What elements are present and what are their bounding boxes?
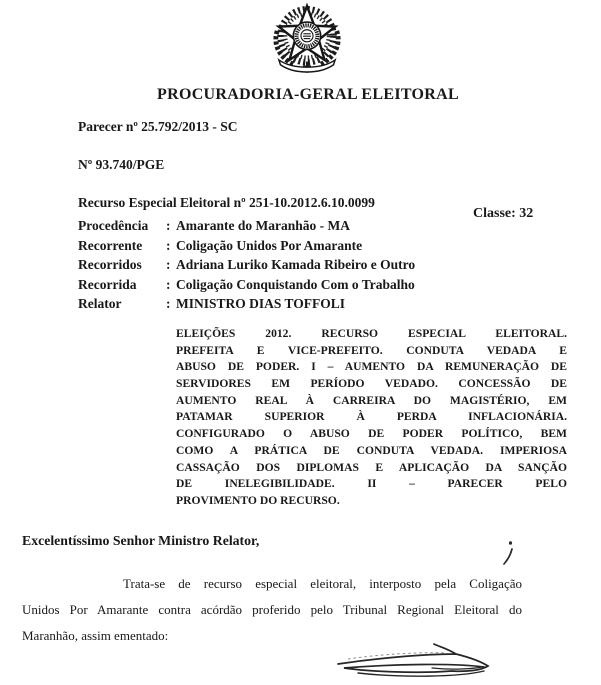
table-row (78, 236, 498, 256)
handwritten-tick-icon (500, 540, 518, 566)
body-line: Unidos Por Amarante contra acórdão proferido pelo Tribunal Regional Eleitoral do (22, 602, 522, 617)
parties-table (78, 216, 498, 314)
colon-separator: : (166, 218, 171, 233)
page-title: PROCURADORIA-GERAL ELEITORAL (157, 86, 459, 103)
ementa-line: CASSAÇÃO DOS DIPLOMAS E APLICAÇÃO DA SANÇÃO (176, 460, 567, 474)
ementa-line: PROVIMENTO DO RECURSO. (176, 493, 340, 507)
ementa-line: COMO A PRÁTICA DE CONDUTA VEDADA. IMPERIOSA (176, 443, 567, 457)
party-label: Recorrente (78, 237, 143, 253)
case-class: Classe: 32 (473, 206, 534, 221)
ementa-line: SERVIDORES EM PERÍODO VEDADO. CONCESSÃO DE (176, 377, 567, 391)
table-row (78, 275, 498, 295)
ementa-line: AUMENTO REAL À CARREIRA DO MAGISTÉRIO, EM (176, 393, 567, 407)
colon-separator: : (166, 257, 171, 273)
party-label: Relator (78, 296, 122, 312)
party-value: Coligação Unidos Por Amarante (176, 237, 363, 253)
ementa-line: ABUSO DE PODER. I – AUMENTO DA REMUNERAÇÃO DE (176, 360, 567, 374)
colon-separator: : (166, 237, 171, 253)
colon-separator: : (166, 276, 171, 292)
ementa-line: PATAMAR SUPERIOR À PERDA INFLACIONÁRIA. (176, 410, 567, 424)
table-row (78, 294, 498, 314)
party-value: Coligação Conquistando Com o Trabalho (176, 276, 415, 292)
ementa-line: CONFIGURADO O ABUSO DE PODER POLÍTICO, BEM (176, 427, 567, 441)
ementa-line: PREFEITA E VICE-PREFEITO. CONDUTA VEDADA E (176, 343, 567, 357)
parecer-number: Parecer nº 25.792/2013 - SC (78, 119, 238, 134)
colon-separator: : (166, 296, 171, 312)
party-label: Recorrida (78, 276, 137, 292)
table-row (78, 255, 498, 275)
ementa-line: ELEIÇÕES 2012. RECURSO ESPECIAL ELEITORAL. (176, 327, 567, 340)
salutation: Excelentíssimo Senhor Ministro Relator, (22, 533, 260, 548)
party-label: Procedência (78, 218, 149, 233)
case-title: Recurso Especial Eleitoral nº 251-10.2012.6.10.0099 (78, 195, 375, 210)
ementa-block (176, 326, 567, 510)
party-value: MINISTRO DIAS TOFFOLI (176, 296, 346, 312)
party-value: Amarante do Maranhão - MA (176, 218, 350, 233)
table-row (78, 216, 498, 236)
party-value: Adriana Luriko Kamada Ribeiro e Outro (176, 257, 416, 273)
brazil-coat-of-arms-icon (266, 2, 348, 76)
ementa-line: DE INELEGIBILIDADE. II – PARECER PELO (176, 477, 567, 491)
body-paragraph (22, 571, 522, 649)
handwritten-signature-scribble-icon (332, 641, 500, 683)
body-line: Maranhão, assim ementado: (22, 628, 169, 643)
party-label: Recorridos (78, 257, 142, 273)
protocol-number: Nº 93.740/PGE (78, 157, 165, 172)
body-line: Trata-se de recurso especial eleitoral, interposto pela Coligação (123, 576, 522, 591)
